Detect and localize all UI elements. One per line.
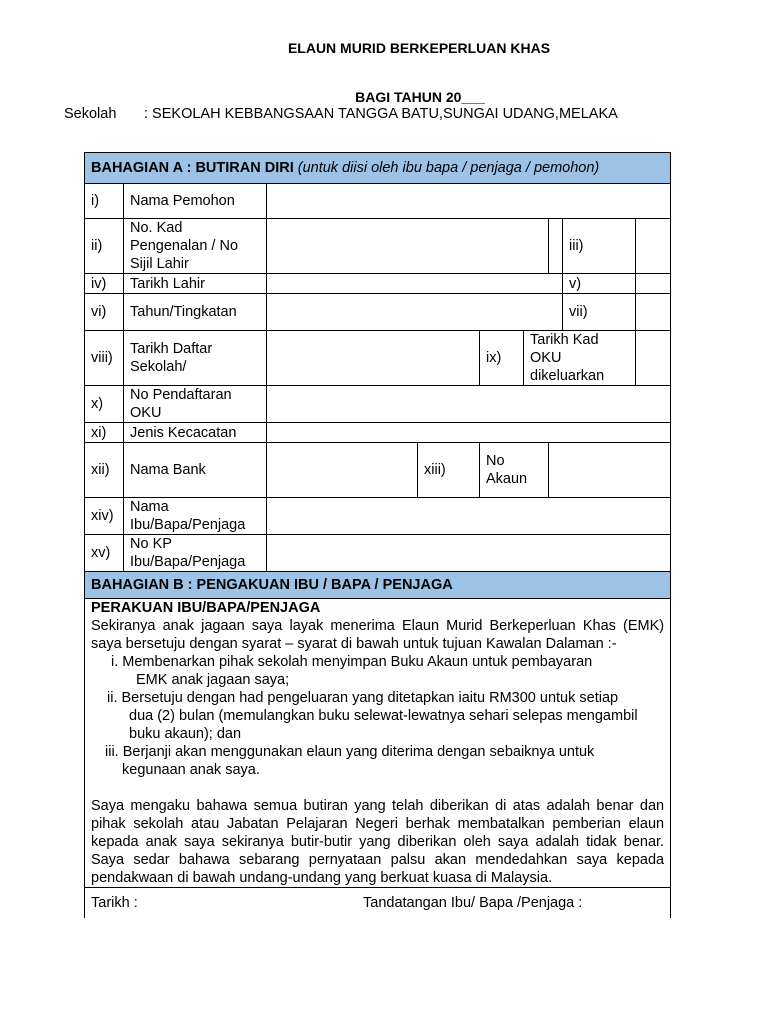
field-label — [563, 274, 636, 294]
age-field[interactable] — [636, 274, 671, 294]
field-label: Nama Ibu/Bapa/Penjaga — [124, 498, 267, 535]
form-row-oku-registration — [85, 386, 671, 423]
school-value: : SEKOLAH KEBBANGSAAN TANGGA BATU,SUNGAI UDANG,MELAKA — [144, 106, 618, 122]
field-label: No Pendaftaran OKU — [124, 386, 267, 423]
disability-type-field[interactable] — [267, 423, 671, 443]
field-label: No Akaun — [480, 443, 549, 498]
row-number: v) — [569, 275, 582, 292]
parent-name-field[interactable] — [267, 498, 671, 535]
bank-name-field[interactable] — [267, 443, 418, 498]
row-number: xi) — [85, 423, 124, 443]
field-label: No KP Ibu/Bapa/Penjaga — [124, 535, 267, 572]
section-a-subtitle: (untuk diisi oleh ibu bapa / penjaga / pemohon) — [297, 160, 600, 176]
row-number: vi) — [85, 294, 124, 331]
school-label: Sekolah — [64, 106, 117, 122]
row-number: xii) — [85, 443, 124, 498]
row-number: viii) — [85, 331, 124, 386]
year-form-field[interactable] — [267, 294, 563, 331]
row-number: xiii) — [418, 443, 480, 498]
form-row-bank — [85, 443, 671, 498]
row-number: x) — [85, 386, 124, 423]
registration-date-field[interactable] — [267, 331, 480, 386]
oku-card-date-field[interactable] — [636, 331, 671, 386]
field-label: Nama Pemohon — [124, 184, 267, 219]
row-number: ii) — [85, 219, 124, 274]
section-a-title: BAHAGIAN A : BUTIRAN DIRI — [91, 160, 294, 176]
form-row-disability-type — [85, 423, 671, 443]
row-number: iv) — [85, 274, 124, 294]
form-row-birth-date — [85, 274, 671, 294]
row-number: xv) — [85, 535, 124, 572]
section-a-header — [85, 153, 671, 184]
field-label: Nama Bank — [124, 443, 267, 498]
field-label: Tarikh Kad OKU dikeluarkan — [524, 331, 636, 386]
row-number: xiv) — [85, 498, 124, 535]
form-row-registration-date — [85, 331, 671, 386]
row-number: ix) — [480, 331, 524, 386]
field-label — [563, 219, 636, 274]
row-number: vii) — [569, 304, 588, 320]
declaration-block — [85, 599, 671, 888]
declaration-title: PERAKUAN IBU/BAPA/PENJAGA — [91, 600, 321, 616]
field-label: Jenis Kecacatan — [124, 423, 267, 443]
condition-item-cont: kegunaan anak saya. — [122, 762, 260, 778]
form-row-parent-name — [85, 498, 671, 535]
field-label: Tahun/Tingkatan — [124, 294, 267, 331]
birth-date-field[interactable] — [267, 274, 563, 294]
document-title: ELAUN MURID BERKEPERLUAN KHAS — [287, 40, 551, 56]
form-row-applicant-name — [85, 184, 671, 219]
condition-item: ii. Bersetuju dengan had pengeluaran yang ditetapkan iaitu RM300 untuk setiap — [107, 690, 619, 706]
date-label: Tarikh : — [91, 894, 138, 911]
section-b-header: BAHAGIAN B : PENGAKUAN IBU / BAPA / PENJAGA — [85, 572, 671, 599]
oku-registration-field[interactable] — [267, 386, 671, 423]
row-number: i) — [85, 184, 124, 219]
applicant-name-field[interactable] — [267, 184, 671, 219]
field-label: No. Kad Pengenalan / No Sijil Lahir — [124, 219, 267, 274]
row-number: iii) — [569, 238, 584, 254]
condition-item-cont: EMK anak jagaan saya; — [136, 672, 290, 688]
signature-row — [85, 888, 671, 918]
field-label: Tarikh Daftar Sekolah/ — [124, 331, 267, 386]
year-line: BAGI TAHUN 20___ — [355, 89, 485, 105]
school-line — [64, 106, 618, 122]
parent-ic-field[interactable] — [267, 535, 671, 572]
form-row-ic-number — [85, 219, 671, 274]
form-row-year-form — [85, 294, 671, 331]
declaration-intro: Sekiranya anak jagaan saya layak menerima Elaun Murid Berkeperluan Khas (EMK) saya bersetuju dengan syarat – syarat di bawah untuk tujuan Kawalan Dalaman :- — [91, 618, 665, 652]
ic-number-field[interactable] — [267, 219, 549, 274]
gender-field[interactable] — [636, 219, 671, 274]
form-row-parent-ic — [85, 535, 671, 572]
condition-item: i. Membenarkan pihak sekolah menyimpan Buku Akaun untuk pembayaran — [111, 654, 593, 670]
declaration-statement: Saya mengaku bahawa semua butiran yang telah diberikan di atas adalah benar dan pihak sekolah atau Jabatan Pelajaran Negeri berhak membatalkan pemberian elaun kepada anak saya sekiranya butir-butir yang diberikan oleh saya adalah tidak benar. Saya sedar bahawa sebarang pernyataan palsu akan mendedahkan saya kepada pendakwaan di bawah undang-undang yang berkuat kuasa di Malaysia. — [91, 798, 665, 886]
condition-item: iii. Berjanji akan menggunakan elaun yang diterima dengan sebaiknya untuk — [105, 744, 595, 760]
field-label: Tarikh Lahir — [124, 274, 267, 294]
account-number-field[interactable] — [549, 443, 671, 498]
condition-item-cont: dua (2) bulan (memulangkan buku selewat-lewatnya sehari selepas mengambil buku akaun); dan — [129, 708, 638, 742]
application-form-table — [84, 152, 671, 918]
field-label — [563, 294, 636, 331]
signature-label: Tandatangan Ibu/ Bapa /Penjaga : — [363, 894, 583, 911]
ethnicity-field[interactable] — [636, 294, 671, 331]
